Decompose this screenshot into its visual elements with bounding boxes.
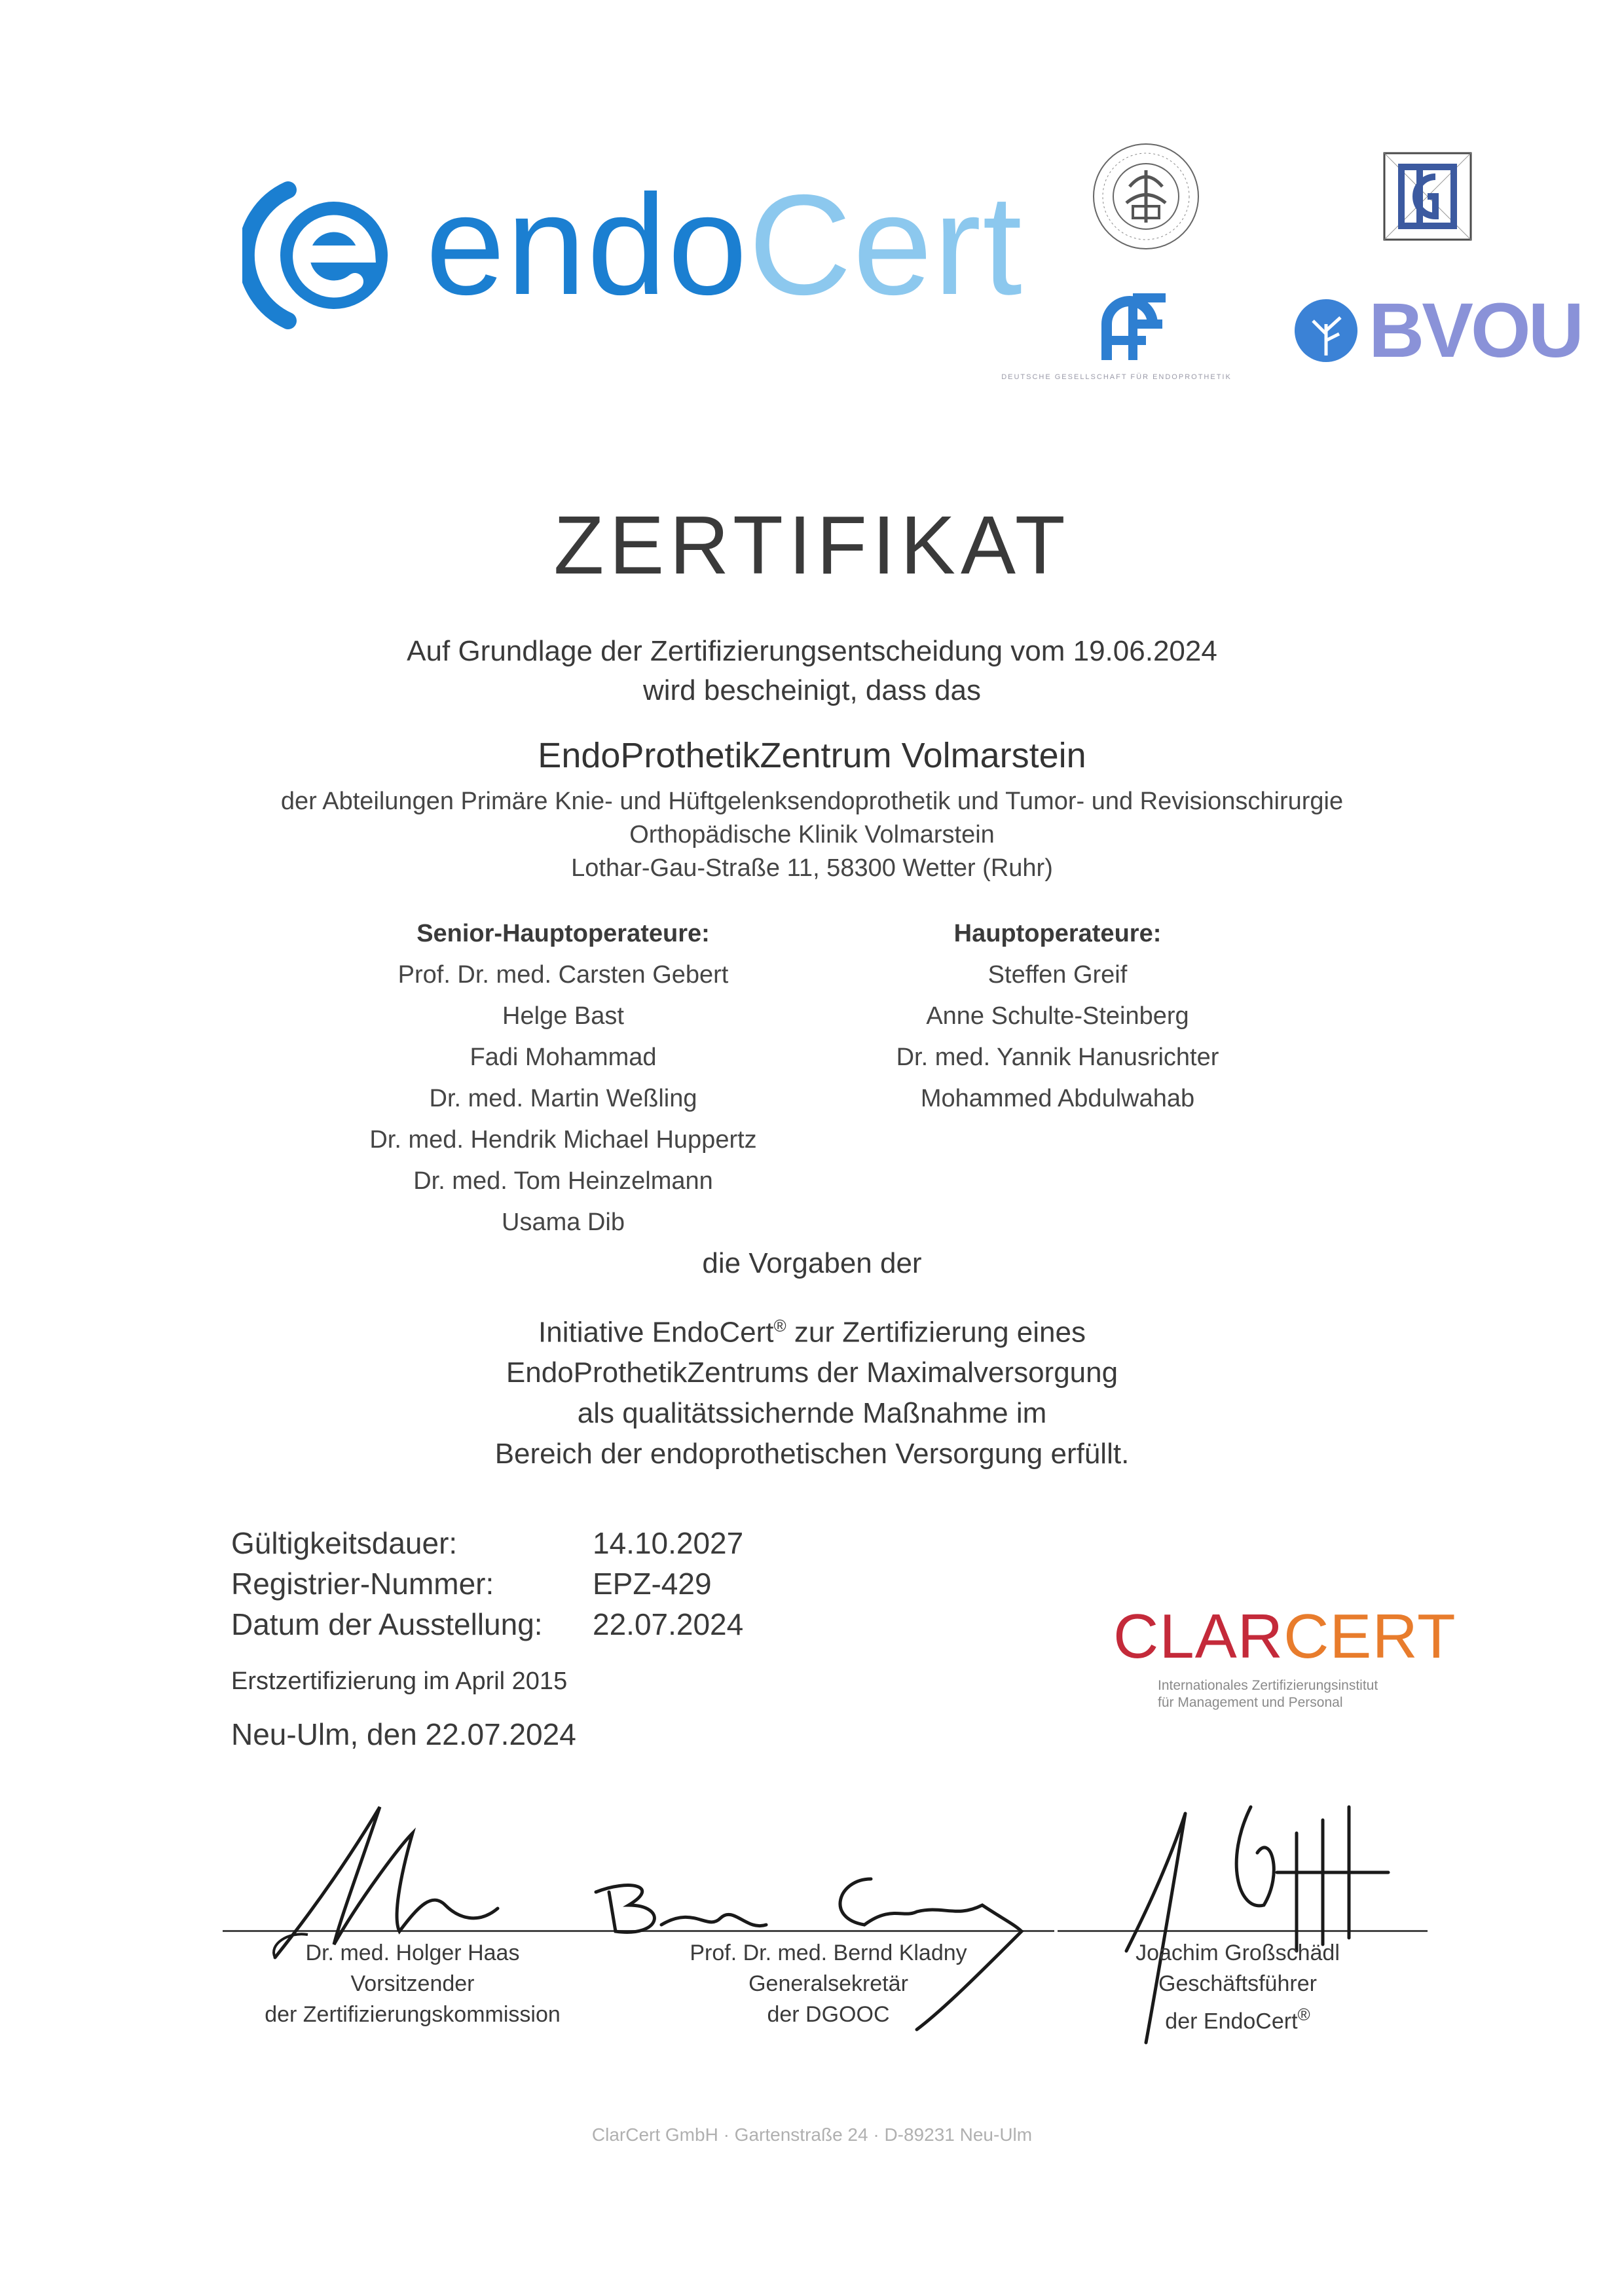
main-surgeons-column	[828, 920, 1287, 1126]
requirements-line-2: EndoProthetikZentrums der Maximalversorgung	[506, 1357, 1118, 1389]
center-clinic: Orthopädische Klinik Volmarstein	[629, 821, 995, 848]
endocert-word-cert: Cert	[748, 166, 1024, 325]
endocert-wordmark	[426, 164, 1024, 327]
dgu-logo-icon	[1382, 151, 1473, 242]
senior-surgeon-name: Usama Dib	[502, 1209, 625, 1236]
clarcert-word-clar: CLAR	[1113, 1601, 1284, 1671]
senior-surgeon-name: Prof. Dr. med. Carsten Gebert	[397, 961, 729, 989]
intro-line-2: wird bescheinigt, dass das	[642, 674, 982, 706]
senior-surgeon-name: Fadi Mohammad	[470, 1044, 657, 1071]
main-surgeon-name: Dr. med. Yannik Hanusrichter	[896, 1044, 1219, 1071]
intro-line-1: Auf Grundlage der Zertifizierungsentscheidung vom 19.06.2024	[407, 635, 1217, 667]
ae-logo-subtitle: DEUTSCHE GESELLSCHAFT FÜR ENDOPROTHETIK	[1001, 373, 1232, 381]
requirements-line-1	[0, 1316, 1624, 1349]
signatory-name: Joachim Großschädl	[1135, 1941, 1340, 1965]
signatory-role: Vorsitzender	[350, 1971, 475, 1996]
bvou-tree-icon	[1293, 298, 1359, 363]
validity-value: 14.10.2027	[593, 1526, 744, 1560]
signature-block-haas	[223, 1938, 602, 2030]
endocert-logo	[242, 166, 1048, 334]
signatory-role: Generalsekretär	[748, 1971, 908, 1996]
signature-block-kladny	[602, 1938, 1054, 2030]
registry-label: Registrier-Nummer:	[231, 1567, 494, 1601]
clarcert-wordmark	[1113, 1601, 1456, 1673]
signatory-org-text: der EndoCert	[1165, 2009, 1298, 2034]
bvou-text: BVOU	[1369, 287, 1581, 374]
registered-mark: ®	[773, 1316, 786, 1336]
clarcert-subtitle-1: Internationales Zertifizierungsinstitut	[1158, 1678, 1378, 1693]
requirements-line-3: als qualitätssichernde Maßnahme im	[577, 1397, 1047, 1429]
clarcert-subtitle-2: für Management und Personal	[1158, 1695, 1343, 1710]
center-name: EndoProthetikZentrum Volmarstein	[538, 736, 1086, 775]
main-surgeons-heading: Hauptoperateure:	[953, 920, 1162, 947]
place-and-date: Neu-Ulm, den 22.07.2024	[231, 1717, 576, 1751]
certificate-title: ZERTIFIKAT	[553, 499, 1071, 591]
first-certification: Erstzertifizierung im April 2015	[231, 1667, 568, 1695]
senior-surgeon-name: Dr. med. Martin Weßling	[429, 1085, 697, 1112]
main-surgeon-name: Anne Schulte-Steinberg	[926, 1002, 1189, 1030]
signatory-name: Prof. Dr. med. Bernd Kladny	[690, 1941, 967, 1965]
clarcert-word-cert: CERT	[1283, 1601, 1456, 1671]
requirements-line-4: Bereich der endoprothetischen Versorgung erfüllt.	[494, 1438, 1130, 1470]
requirements-line-1-b: zur Zertifizierung eines	[786, 1316, 1086, 1349]
registry-value: EPZ-429	[593, 1567, 712, 1601]
signatory-role: Geschäftsführer	[1158, 1971, 1317, 1996]
center-department: der Abteilungen Primäre Knie- und Hüftgelenksendoprothetik und Tumor- und Revisionschirurgie	[280, 788, 1344, 815]
registered-mark: ®	[1297, 2005, 1310, 2024]
requirements-line-1-a: Initiative EndoCert	[538, 1316, 774, 1349]
senior-surgeon-name: Dr. med. Hendrik Michael Huppertz	[369, 1126, 757, 1154]
signatory-org	[1048, 1999, 1428, 2037]
ae-logo-icon	[1100, 288, 1172, 367]
main-surgeon-name: Steffen Greif	[987, 961, 1128, 989]
issue-date-value: 22.07.2024	[593, 1607, 744, 1641]
validity-label: Gültigkeitsdauer:	[231, 1526, 458, 1560]
requirements-intro: die Vorgaben der	[702, 1247, 922, 1279]
senior-surgeon-name: Dr. med. Tom Heinzelmann	[413, 1167, 713, 1195]
main-surgeon-name: Mohammed Abdulwahab	[920, 1085, 1195, 1112]
senior-surgeons-column	[334, 920, 792, 1250]
senior-surgeons-heading: Senior-Hauptoperateure:	[416, 920, 710, 947]
endocert-word-endo: endo	[426, 166, 748, 325]
bvou-logo	[1293, 287, 1581, 376]
signature-block-grossschaedl	[1048, 1938, 1428, 2037]
signatory-org: der DGOOC	[767, 2002, 890, 2027]
issue-date-label: Datum der Ausstellung:	[231, 1607, 543, 1641]
dgooc-seal-icon	[1090, 141, 1202, 252]
endocert-e-icon	[242, 177, 393, 334]
signatory-name: Dr. med. Holger Haas	[305, 1941, 520, 1965]
signatory-org: der Zertifizierungskommission	[265, 2002, 561, 2027]
clarcert-logo	[1113, 1601, 1456, 1712]
footer-address: ClarCert GmbH · Gartenstraße 24 · D-89231 Neu-Ulm	[591, 2124, 1033, 2145]
center-address: Lothar-Gau-Straße 11, 58300 Wetter (Ruhr)	[571, 854, 1053, 882]
senior-surgeon-name: Helge Bast	[502, 1002, 624, 1030]
